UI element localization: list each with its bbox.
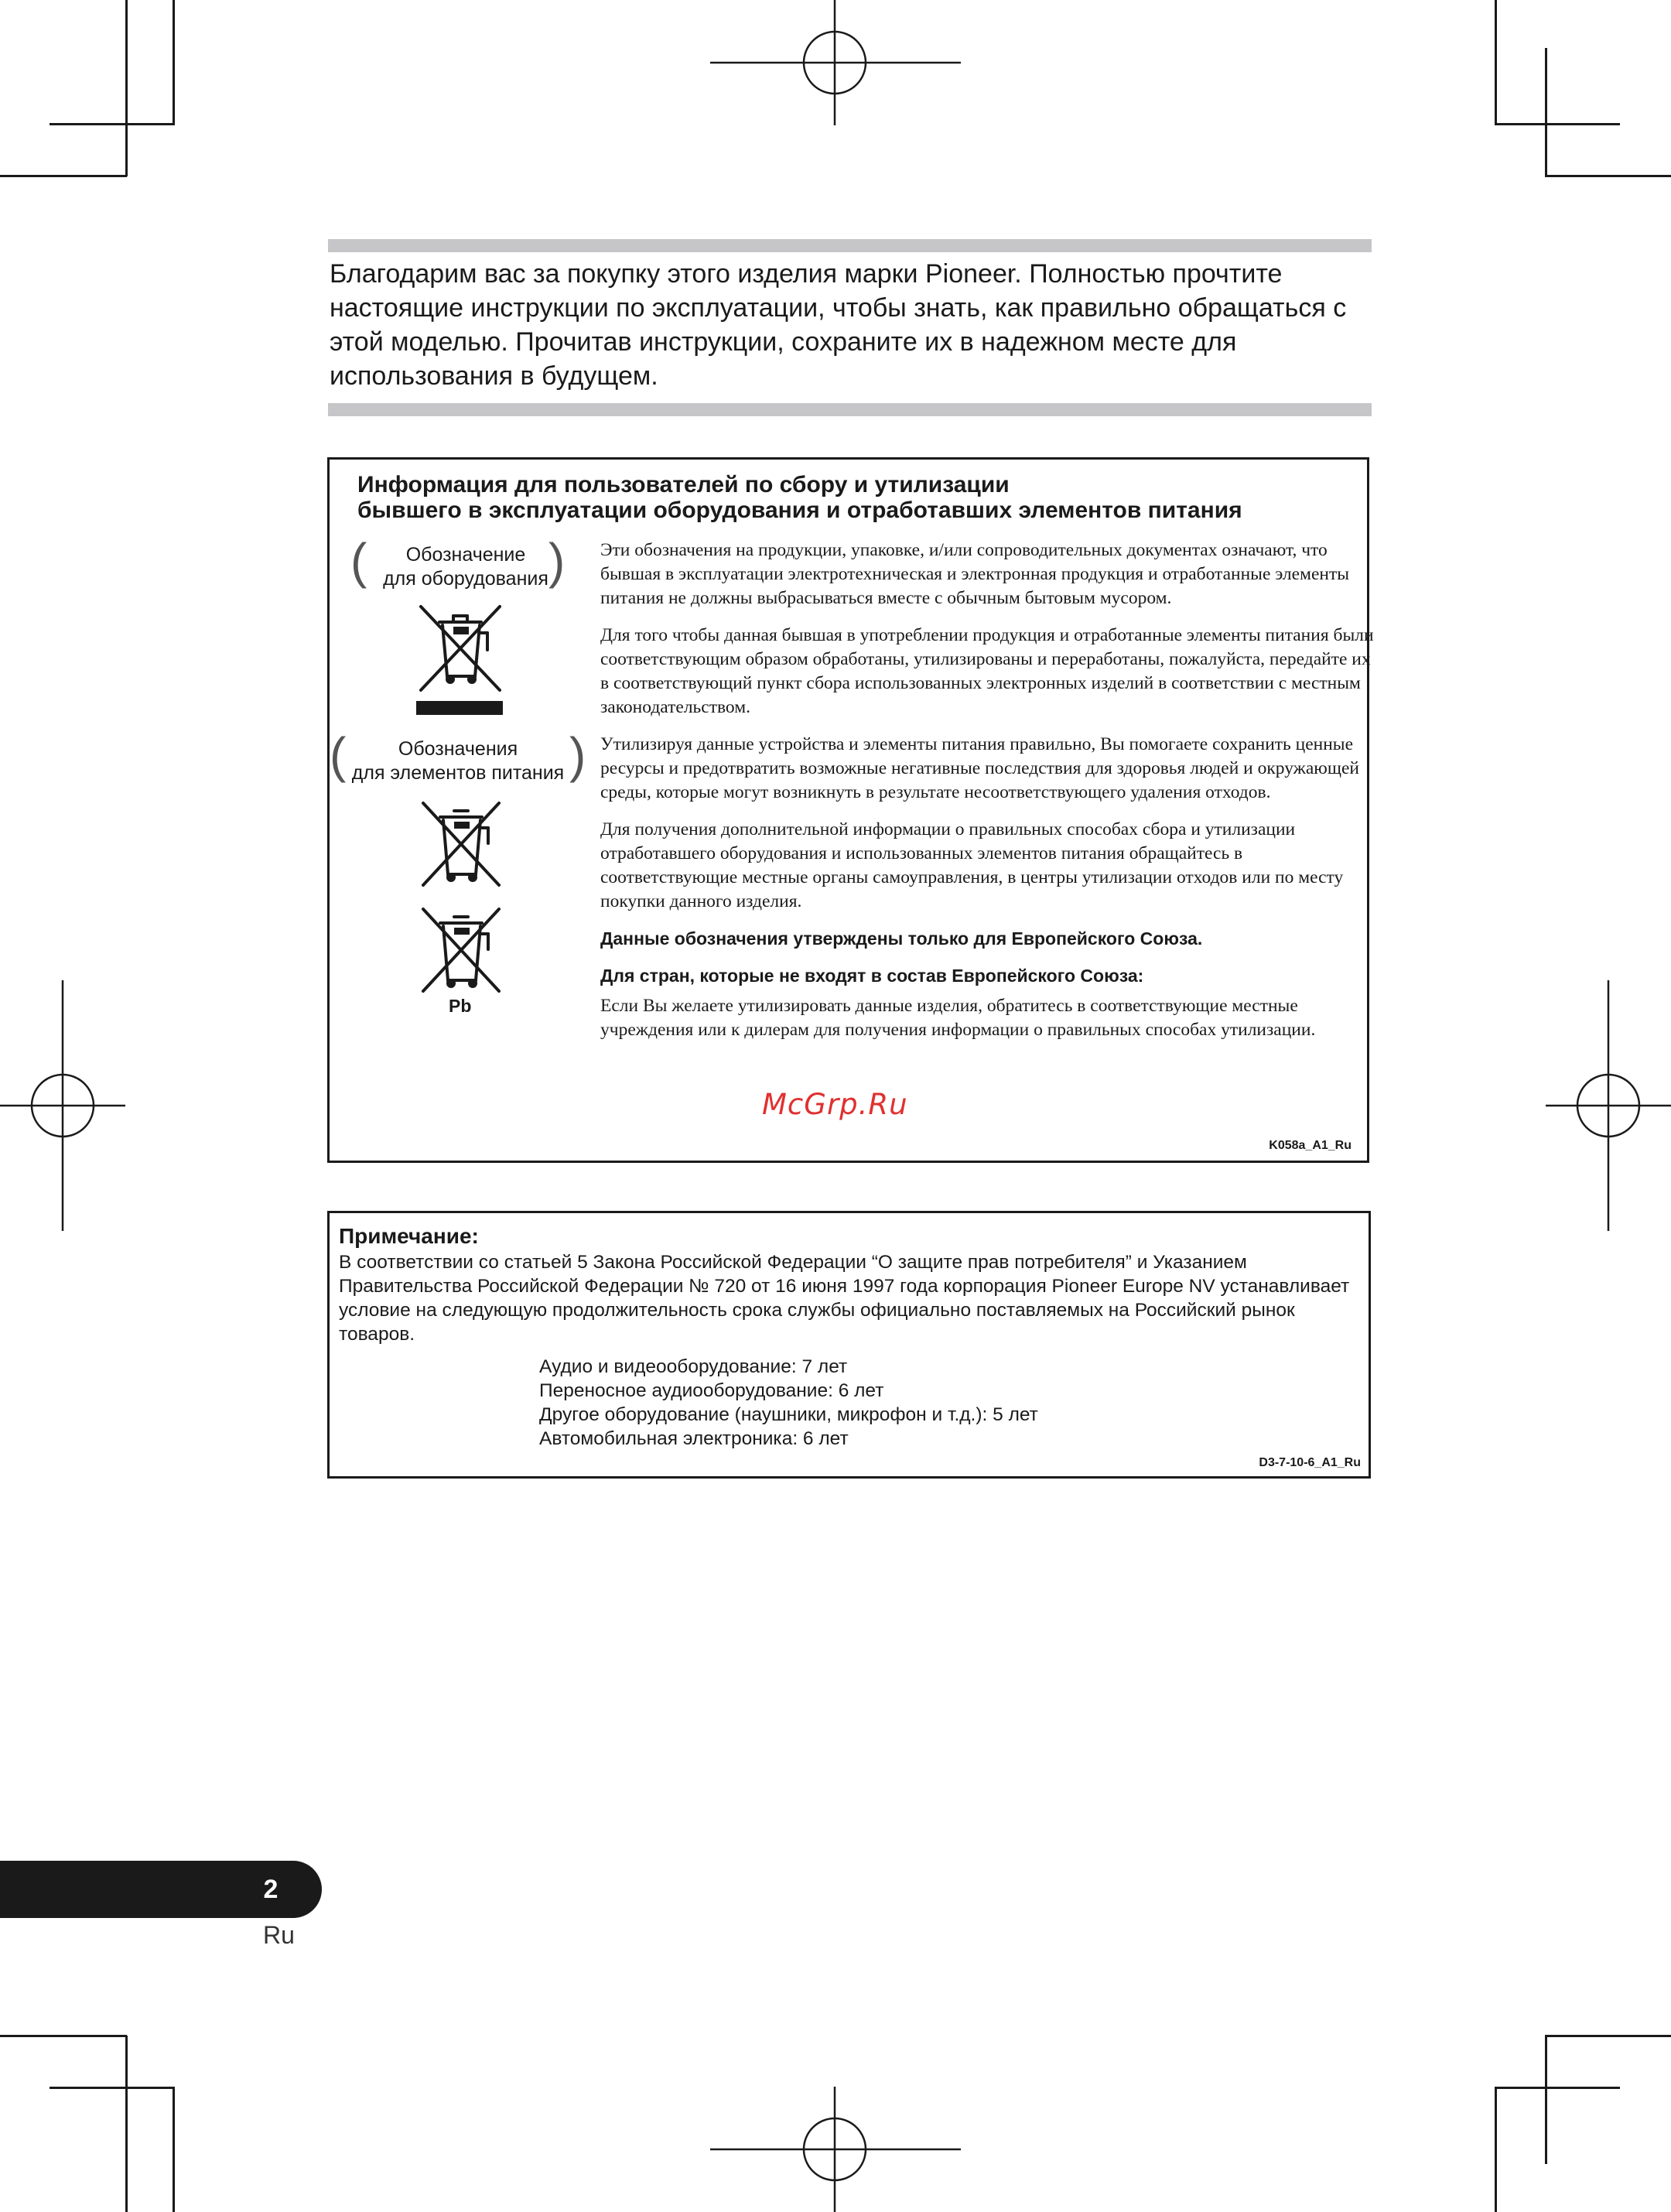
equipment-symbol-label bbox=[365, 543, 566, 591]
watermark: McGrp.Ru bbox=[762, 1088, 908, 1121]
weee-info-box bbox=[327, 457, 1374, 1163]
paren-right: ) bbox=[548, 533, 566, 589]
weee-title bbox=[357, 472, 1355, 523]
intro-line: использования в будущем. bbox=[330, 361, 658, 391]
weee-title-line: бывшего в эксплуатации оборудования и отработавших элементов питания bbox=[357, 497, 1242, 523]
language-code: Ru bbox=[263, 1921, 295, 1949]
weee-paragraph: Для того чтобы данная бывшая в употреблении продукция и отработанные элементы питания были соответствующим образом обработаны, утилизированы и переработаны, пожалуйста, передайте их в соответствующий пункт сбора использованных электронных изделий в соответствии с местным законодательством. bbox=[600, 625, 1374, 717]
intro-line: настоящие инструкции по эксплуатации, чтобы знать, как правильно обращаться с bbox=[330, 293, 1347, 323]
list-item: Переносное аудиооборудование: 6 лет bbox=[539, 1380, 884, 1401]
note-title: Примечание: bbox=[339, 1224, 479, 1248]
label-line: для оборудования bbox=[383, 568, 548, 590]
weee-doc-code: K058a_A1_Ru bbox=[1269, 1139, 1351, 1152]
weee-paragraph: Утилизируя данные устройства и элементы питания правильно, Вы помогаете сохранить ценные ресурсы и предотвратить возможные негативные последствия для здоровья людей и окружающей среды, которые могут возникнуть в результате несоответствующего удаления отходов. bbox=[600, 734, 1359, 802]
intro-line: Благодарим вас за покупку этого изделия марки Pioneer. Полностью прочтите bbox=[330, 259, 1283, 289]
note-body: В соответствии со статьей 5 Закона Российской Федерации “О защите прав потребителя” и Указанием Правительства Российской Федерации № 720 от 16 июня 1997 года корпорация Pioneer Europe NV устанавливает условие на следующую продолжительность срока службы официально поставляемых на Российский рынок товаров. bbox=[339, 1252, 1350, 1345]
paren-right: ) bbox=[569, 727, 586, 783]
crossed-bin-pb-icon bbox=[419, 904, 504, 996]
weee-paragraph: Если Вы желаете утилизировать данные изделия, обратитесь в соответствующие местные учреждения или к дилерам для получения информации о правильных способах утилизации. bbox=[600, 996, 1316, 1040]
battery-symbol-label bbox=[342, 737, 574, 785]
note-box bbox=[327, 1211, 1371, 1479]
label-line: Обозначения bbox=[398, 738, 518, 760]
header-rule bbox=[328, 239, 1372, 252]
crossed-bin-equipment-icon bbox=[415, 599, 506, 738]
list-item: Другое оборудование (наушники, микрофон и т.д.): 5 лет bbox=[539, 1404, 1038, 1425]
page-number: 2 bbox=[263, 1875, 278, 1904]
weee-title-line: Информация для пользователей по сбору и утилизации bbox=[357, 472, 1010, 497]
list-item: Автомобильная электроника: 6 лет bbox=[539, 1428, 849, 1449]
service-life-list bbox=[539, 1355, 1038, 1451]
crossed-bin-battery-icon bbox=[419, 798, 504, 890]
pb-label: Pb bbox=[449, 996, 472, 1016]
paren-left: ( bbox=[330, 727, 347, 783]
label-line: Обозначение bbox=[405, 544, 526, 566]
label-line: для элементов питания bbox=[351, 762, 565, 784]
weee-body bbox=[600, 538, 1374, 1055]
note-doc-code: D3-7-10-6_A1_Ru bbox=[1259, 1456, 1361, 1469]
eu-only-notice: Данные обозначения утверждены только для Европейского Союза. bbox=[600, 928, 1203, 949]
list-item: Аудио и видеооборудование: 7 лет bbox=[539, 1356, 848, 1377]
intro-rule bbox=[328, 403, 1372, 416]
weee-paragraph: Эти обозначения на продукции, упаковке, и/или сопроводительных документах означают, что бывшая в эксплуатации электротехническая и электронная продукция и отработанные элементы питания не должны выбрасываться вместе с обычным бытовым мусором. bbox=[600, 540, 1350, 608]
paren-left: ( bbox=[350, 533, 367, 589]
non-eu-heading: Для стран, которые не входят в состав Европейского Союза: bbox=[600, 966, 1144, 986]
intro-line: этой моделью. Прочитав инструкции, сохраните их в надежном месте для bbox=[330, 327, 1237, 357]
weee-paragraph: Для получения дополнительной информации о правильных способах сбора и утилизации отработавшего оборудования и использованных элементов питания обращайтесь в соответствующие местные органы самоуправления, в центры утилизации отходов или по месту покупки данного изделия. bbox=[600, 819, 1344, 911]
intro-text bbox=[330, 257, 1374, 393]
